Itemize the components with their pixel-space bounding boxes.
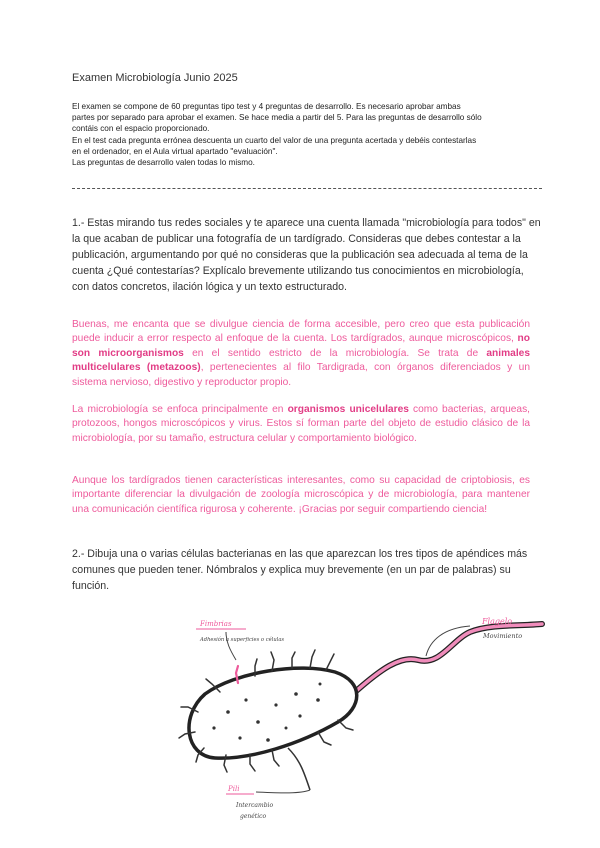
fimbriae-function: Adhesión a superficies o células <box>200 637 285 643</box>
pili-pointer <box>256 790 310 793</box>
answer-1-paragraph-2: La microbiología se enfoca principalmente en organismos unicelulares como bacterias, arqueas, protozoos, hongos microscópicos y virus. Estos sí forman parte del objeto de estudio clásico de la microbiología, por su tamaño, estructura celular y comportamiento biológico. <box>72 404 530 444</box>
pili-label: Pili <box>228 785 240 793</box>
section-divider <box>72 188 542 189</box>
fimbriae-label: Fimbrias <box>200 620 232 628</box>
bacteria-drawing <box>0 600 600 848</box>
exam-title: Examen Microbiología Junio 2025 <box>72 72 238 84</box>
exam-instructions <box>72 101 542 168</box>
question-2: 2.- Dibuja una o varias células bacterianas en las que aparezcan los tres tipos de apéndices más comunes que pueden tener. Nómbralos y explica muy brevemente (en un par de palabras) su función. <box>72 548 528 592</box>
answer-1-paragraph-1: Buenas, me encanta que se divulgue ciencia de forma accesible, pero creo que esta publicación puede inducir a error respecto al enfoque de la cuenta. Los tardígrados, aunque microscópicos, no son microorganismos en el sentido estricto de la microbiología. Se trata de animales multicelulares (metazoos), pertenecientes al filo Tardigrada, con órganos diferenciados y un sistema nervioso, digestivo y reproductor propio. <box>72 319 530 388</box>
instruction-line: El examen se compone de 60 preguntas tipo test y 4 preguntas de desarrollo. Es necesario aprobar ambas <box>72 102 461 111</box>
flagellum-label: Flagelo <box>482 617 513 626</box>
instruction-line: En el test cada pregunta errónea descuenta un cuarto del valor de una pregunta acertada y debéis contestarlas <box>72 135 477 145</box>
pili-function-line-2: genético <box>240 813 267 820</box>
flagellum-function: Movimiento <box>483 632 523 640</box>
answer-1-paragraph-3: Aunque los tardígrados tienen características interesantes, como su capacidad de criptobiosis, es importante diferenciar la divulgación de zoología microscópica y de microbiología, para mantener una comunicación científica rigurosa y coherente. ¡Gracias por seguir compartiendo ciencia! <box>72 475 530 515</box>
instruction-line: en el ordenador, en el Aula virtual apartado "evaluación". <box>72 146 278 156</box>
pili-function-line-1: Intercambio <box>236 802 274 809</box>
instruction-line: Las preguntas de desarrollo valen todas lo mismo. <box>72 158 255 168</box>
instruction-line: contáis con el espacio proporcionado. <box>72 124 210 134</box>
question-1: 1.- Estas mirando tus redes sociales y te aparece una cuenta llamada "microbiología para todos" en la que acaban de publicar una fotografía de un tardígrado. Consideras que debes contestar a la publicación, argumentando por qué no consideras que la publicación sea adecuada al tema de la cuenta ¿Qué contestarías? Explícalo brevemente utilizando tus conocimientos en microbiología, con datos concretos, ilación lógica y un texto estructurado. <box>72 217 541 293</box>
instruction-line: partes por separado para aprobar el examen. Se hace media a partir del 5. Para las preguntas de desarrollo sólo <box>72 113 482 123</box>
pilus <box>288 748 310 790</box>
